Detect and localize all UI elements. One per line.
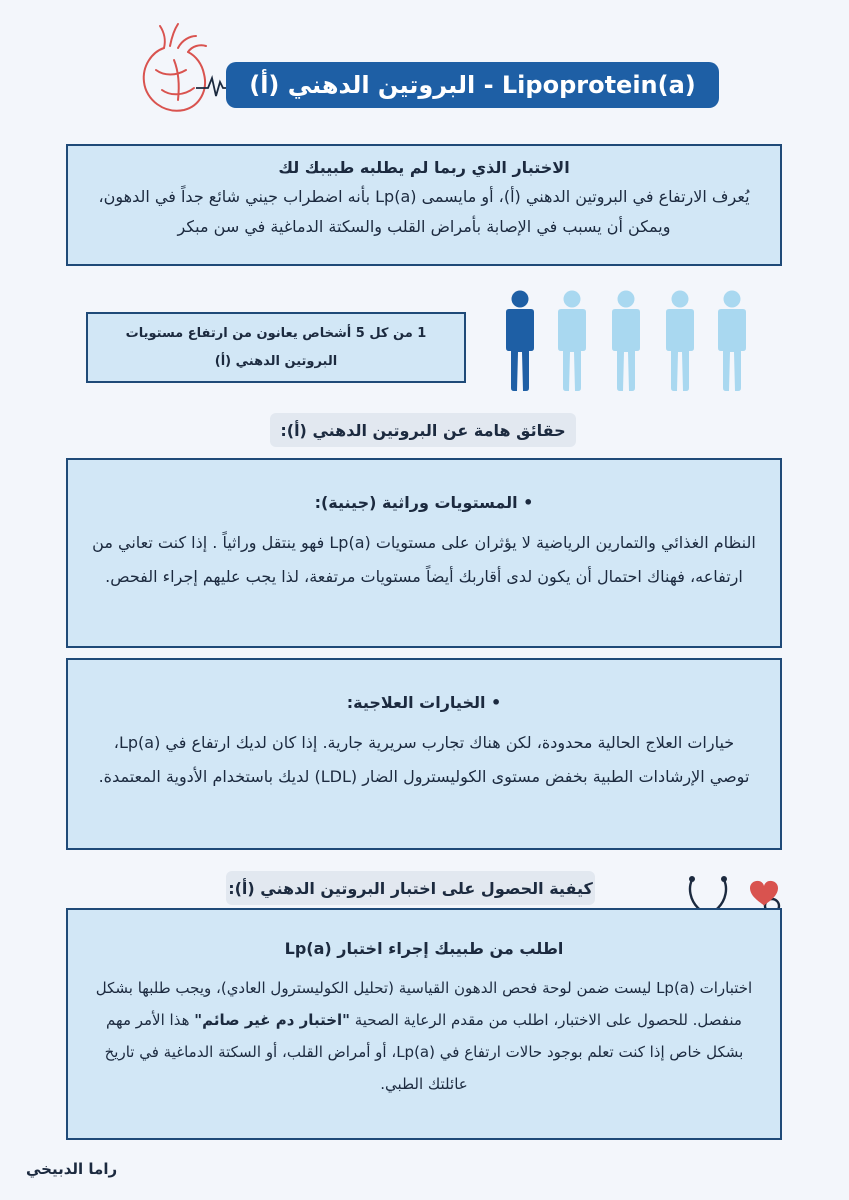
stat-box (86, 312, 466, 383)
fact-genetic-body: النظام الغذائي والتمارين الرياضية لا يؤثران على مستويات Lp(a) فهو ينتقل وراثياً . إذا كنت تعاني من ارتفاعه، فهناك احتمال أن يكون لدى أقاربك أيضاً مستويات مرتفعة، لذا يجب عليهم إجراء الفحص. (92, 533, 756, 586)
intro-body: يُعرف الارتفاع في البروتين الدهني (أ)، أو مايسمى Lp(a) بأنه اضطراب جيني شائع جداً في الدهون، ويمكن أن يسبب في الإصابة بأمراض القلب والسكتة الدماغية في سن مبكر (98, 187, 750, 236)
intro-box (66, 144, 782, 266)
person-icon (558, 291, 586, 392)
howto-box-heading: اطلب من طبيبك إجراء اختبار Lp(a) (284, 939, 564, 958)
howto-body-part1: اختبارات Lp(a) ليست ضمن لوحة فحص الدهون القياسية (تحليل الكوليسترول العادي)، ويجب طلبها بشكل منفصل. للحصول على الاختبار، اطلب من مقدم الرعاية الصحية (95, 979, 753, 1029)
person-icon (718, 291, 746, 392)
howto-heading: كيفية الحصول على اختبار البروتين الدهني (أ): (226, 871, 595, 905)
person-icon (612, 291, 640, 392)
fact-treatment-box (66, 658, 782, 850)
howto-box (66, 908, 782, 1140)
intro-heading: الاختبار الذي ربما لم يطلبه طبيبك لك (278, 158, 570, 177)
fact-genetic-heading-text: المستويات وراثية (جينية): (314, 493, 518, 512)
fact-treatment-body: خيارات العلاج الحالية محدودة، لكن هناك تجارب سريرية جارية. إذا كان لديك ارتفاع في Lp(a)، توصي الإرشادات الطبية بخفض مستوى الكوليسترول الضار (LDL) لديك باستخدام الأدوية المعتمدة. (98, 733, 750, 786)
howto-body (90, 972, 758, 1100)
people-icons (496, 290, 756, 392)
bullet-icon: • (485, 693, 502, 712)
fact-genetic-heading (92, 488, 756, 518)
fact-genetic-box (66, 458, 782, 648)
howto-body-part2: هذا الأمر مهم بشكل خاص إذا كنت تعلم بوجود حالات ارتفاع في Lp(a)، أو أمراض القلب، أو السكتة الدماغية في تاريخ عائلتك الطبي. (104, 1011, 744, 1093)
person-icon-highlight (506, 291, 534, 392)
person-icon (666, 291, 694, 392)
howto-body-bold: "اختبار دم غير صائم" (194, 1011, 350, 1029)
facts-heading: حقائق هامة عن البروتين الدهني (أ): (270, 413, 576, 447)
stat-text: 1 من كل 5 أشخاص يعانون من ارتفاع مستويات البروتين الدهني (أ) (125, 326, 427, 369)
fact-treatment-heading-text: الخيارات العلاجية: (346, 693, 486, 712)
page-title: Lipoprotein(a) - البروتين الدهني (أ) (226, 62, 719, 108)
fact-treatment-heading (92, 688, 756, 718)
bullet-icon: • (517, 493, 534, 512)
author-name: راما الدبيخي (26, 1160, 118, 1178)
